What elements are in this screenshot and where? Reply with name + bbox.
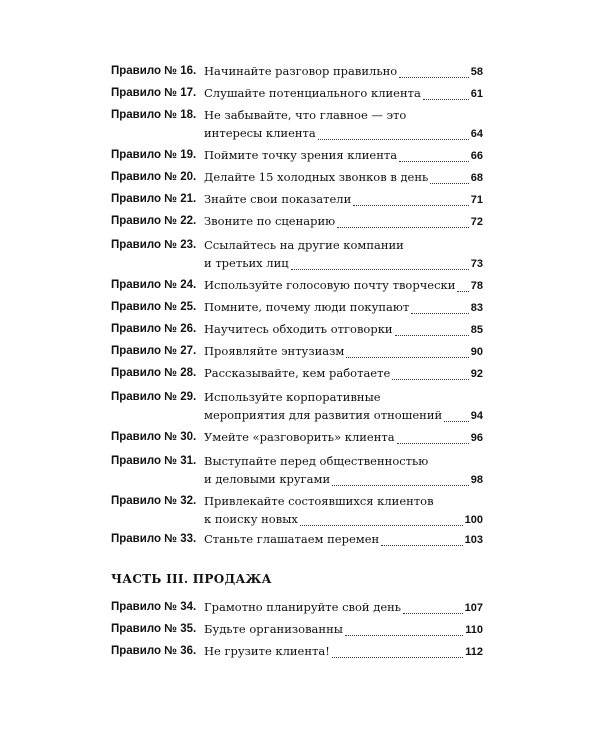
rule-label: Правило № 22. [111, 215, 197, 227]
dot-leader [346, 356, 468, 358]
entry-title [204, 364, 483, 383]
title-line: Начинайте разговор правильно [204, 64, 398, 78]
page-number: 107 [464, 602, 483, 614]
rule-label: Правило № 34. [111, 601, 197, 613]
rule-label: Правило № 28. [111, 367, 197, 379]
rule-label: Правило № 27. [111, 345, 197, 357]
title-line: Помните, почему люди покупают [204, 300, 410, 314]
dot-leader [395, 334, 469, 336]
entry-title [204, 212, 483, 231]
dot-leader [318, 138, 469, 140]
title-line: Используйте голосовую почту творчески [204, 278, 456, 292]
dot-leader [300, 524, 463, 526]
part-heading: ЧАСТЬ III. ПРОДАЖА [111, 572, 272, 586]
page-number: 100 [464, 514, 483, 526]
entry-title [204, 146, 483, 165]
entry-title [204, 388, 483, 425]
rule-label: Правило № 21. [111, 193, 197, 205]
rule-label: Правило № 20. [111, 171, 197, 183]
entry-title [204, 190, 483, 209]
page-number: 98 [470, 474, 483, 486]
entry-title [204, 620, 483, 639]
entry-title [204, 84, 483, 103]
rule-label: Правило № 16. [111, 65, 197, 77]
entry-title [204, 492, 483, 529]
dot-leader [381, 544, 462, 546]
page-number: 71 [470, 194, 483, 206]
page-number: 90 [470, 346, 483, 358]
dot-leader [332, 484, 469, 486]
rule-label: Правило № 23. [111, 239, 197, 251]
entry-title [204, 62, 483, 81]
rule-label: Правило № 35. [111, 623, 197, 635]
page-number: 110 [465, 624, 483, 636]
entry-title [204, 236, 483, 273]
page-number: 112 [465, 646, 483, 658]
rule-label: Правило № 19. [111, 149, 197, 161]
dot-leader [411, 312, 469, 314]
dot-leader [457, 290, 468, 292]
title-line: Умейте «разговорить» клиента [204, 430, 395, 444]
page-number: 64 [470, 128, 483, 140]
page-number: 73 [470, 258, 483, 270]
title-line: Проявляйте энтузиазм [204, 344, 345, 358]
rule-label: Правило № 33. [111, 533, 197, 545]
title-line: Станьте глашатаем перемен [204, 532, 380, 546]
title-line: Используйте корпоративные [204, 390, 381, 404]
rule-label: Правило № 36. [111, 645, 197, 657]
entry-title [204, 276, 483, 295]
entry-title [204, 530, 483, 549]
entry-title [204, 106, 483, 143]
rule-label: Правило № 30. [111, 431, 197, 443]
entry-title [204, 598, 483, 617]
title-line: Не забывайте, что главное — это [204, 108, 407, 122]
dot-leader [353, 204, 469, 206]
rule-label: Правило № 29. [111, 391, 197, 403]
title-line: Научитесь обходить отговорки [204, 322, 393, 336]
dot-leader [399, 160, 469, 162]
title-line: Ссылайтесь на другие компании [204, 238, 404, 252]
title-line: Делайте 15 холодных звонков в день [204, 170, 429, 184]
rule-label: Правило № 24. [111, 279, 197, 291]
title-line: Грамотно планируйте свой день [204, 600, 402, 614]
page-number: 66 [470, 150, 483, 162]
page-number: 72 [470, 216, 483, 228]
title-line: интересы клиента [204, 126, 316, 140]
title-line: и третьих лиц [204, 256, 289, 270]
dot-leader [332, 656, 463, 658]
dot-leader [337, 226, 469, 228]
title-line: Будьте организованны [204, 622, 343, 636]
title-line: Выступайте перед общественностью [204, 454, 429, 468]
dot-leader [345, 634, 463, 636]
title-line: Привлекайте состоявшихся клиентов [204, 494, 434, 508]
dot-leader [397, 442, 469, 444]
page-number: 61 [470, 88, 483, 100]
page-number: 78 [470, 280, 483, 292]
entry-title [204, 428, 483, 447]
rule-label: Правило № 25. [111, 301, 197, 313]
title-line: Рассказывайте, кем работаете [204, 366, 391, 380]
dot-leader [399, 76, 469, 78]
dot-leader [291, 268, 469, 270]
title-line: Не грузите клиента! [204, 644, 330, 658]
entry-title [204, 452, 483, 489]
rule-label: Правило № 17. [111, 87, 197, 99]
title-line: мероприятия для развития отношений [204, 408, 443, 422]
title-line: и деловыми кругами [204, 472, 331, 486]
rule-label: Правило № 31. [111, 455, 197, 467]
dot-leader [403, 612, 463, 614]
dot-leader [430, 182, 468, 184]
dot-leader [444, 420, 469, 422]
entry-title [204, 320, 483, 339]
title-line: Слушайте потенциального клиента [204, 86, 421, 100]
page-number: 94 [470, 410, 483, 422]
rule-label: Правило № 26. [111, 323, 197, 335]
page-number: 83 [470, 302, 483, 314]
entry-title [204, 298, 483, 317]
page-number: 96 [470, 432, 483, 444]
title-line: к поиску новых [204, 512, 298, 526]
rule-label: Правило № 32. [111, 495, 197, 507]
title-line: Поймите точку зрения клиента [204, 148, 398, 162]
page-number: 103 [464, 534, 483, 546]
page-number: 58 [470, 66, 483, 78]
page-number: 92 [470, 368, 483, 380]
dot-leader [392, 378, 468, 380]
entry-title [204, 642, 483, 661]
entry-title [204, 342, 483, 361]
entry-title [204, 168, 483, 187]
page-number: 68 [470, 172, 483, 184]
title-line: Знайте свои показатели [204, 192, 352, 206]
rule-label: Правило № 18. [111, 109, 197, 121]
title-line: Звоните по сценарию [204, 214, 336, 228]
dot-leader [423, 98, 469, 100]
page-number: 85 [470, 324, 483, 336]
